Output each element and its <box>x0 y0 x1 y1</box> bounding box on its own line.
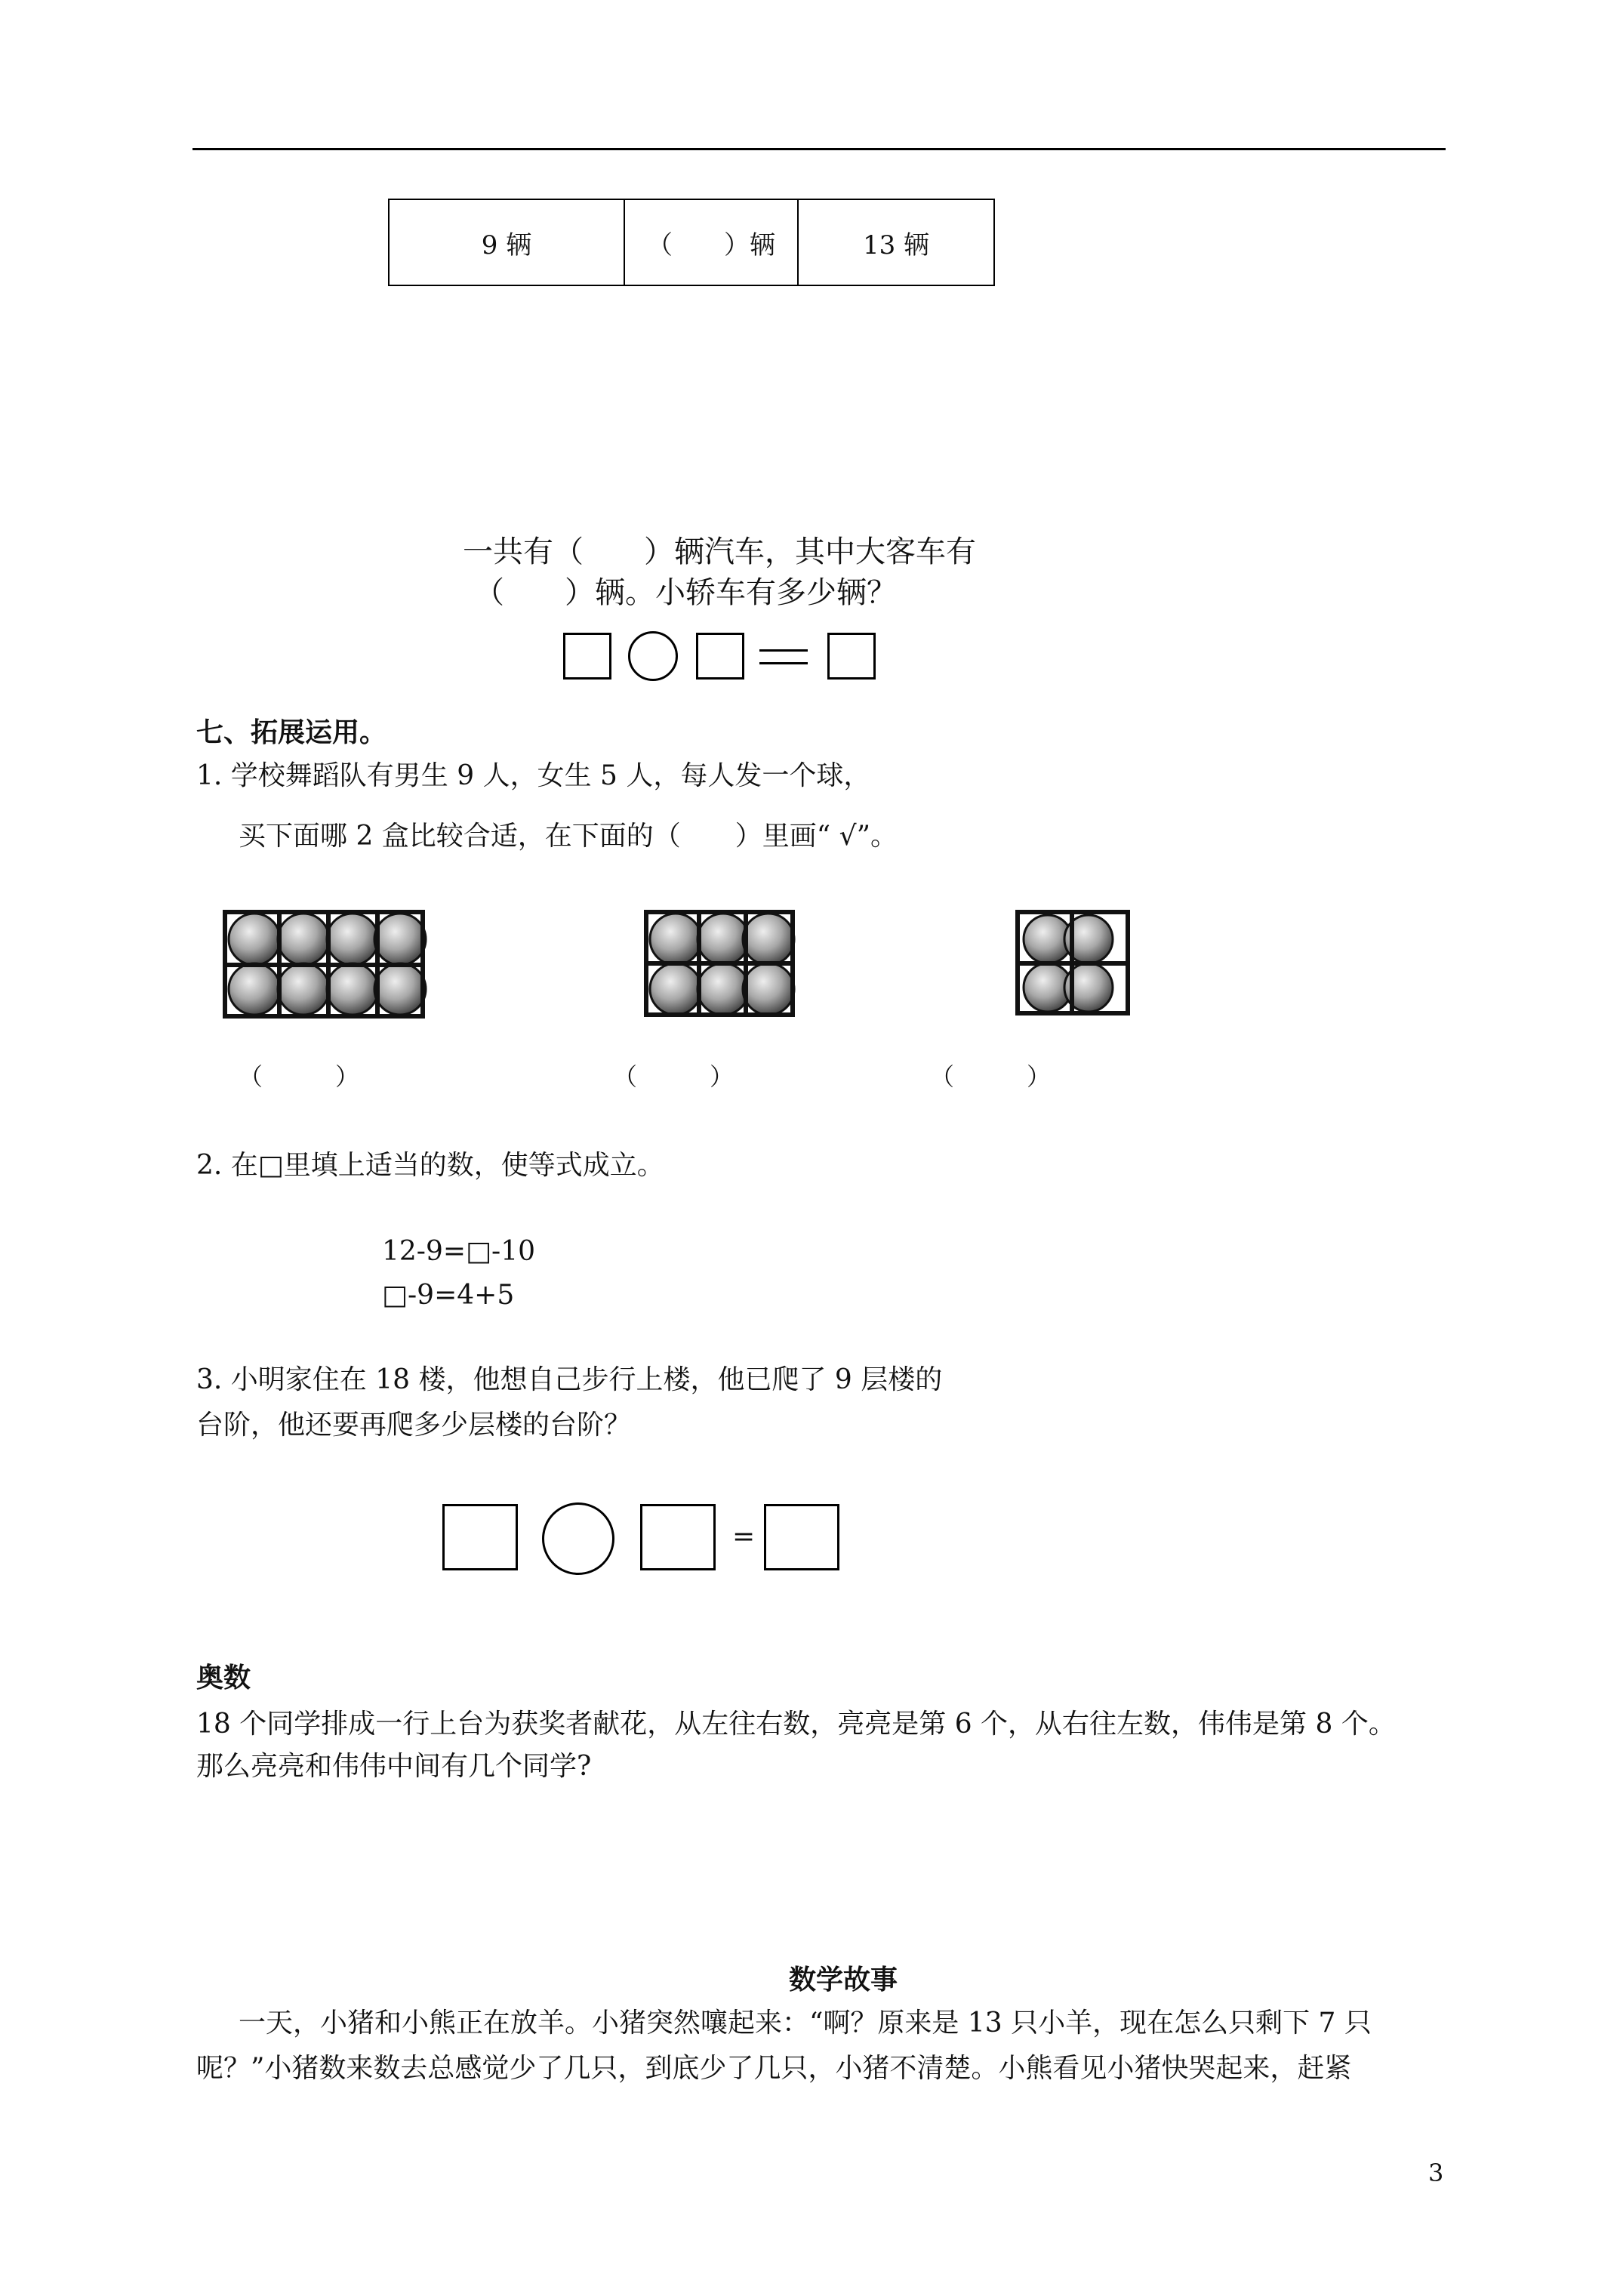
car-cell-3: 13 辆 <box>798 199 994 285</box>
ball <box>327 914 378 965</box>
ball-box-8 <box>211 898 438 1027</box>
car-cell-2[interactable]: （ ）辆 <box>624 199 798 285</box>
q1-line1: 1. 学校舞蹈队有男生 9 人，女生 5 人，每人发一个球， <box>196 760 871 791</box>
q2-text: 2. 在□里填上适当的数，使等式成立。 <box>196 1150 664 1181</box>
q2-equation-2: □-9=4+5 <box>382 1280 515 1311</box>
ball <box>650 963 701 1015</box>
answer-paren-box-8[interactable]: （ ） <box>239 1062 360 1091</box>
car-question-line1: 一共有（ ）辆汽车，其中大客车有 <box>463 535 976 569</box>
section-7-title: 七、拓展运用。 <box>196 717 387 748</box>
car-question-line2: （ ）辆。小轿车有多少辆？ <box>474 575 897 610</box>
operator-circle[interactable] <box>628 631 678 681</box>
olympiad-line2: 那么亮亮和伟伟中间有几个同学? <box>196 1751 592 1782</box>
car-count-table <box>388 199 995 286</box>
ball <box>278 963 329 1015</box>
q1-line2: 买下面哪 2 盒比较合适，在下面的（ ）里画“ √”。 <box>239 821 898 852</box>
ball <box>743 914 794 965</box>
ball <box>327 963 378 1015</box>
ball <box>698 914 749 965</box>
ball <box>374 914 426 965</box>
ball <box>698 963 749 1015</box>
q2-equation-1: 12-9=□-10 <box>382 1236 536 1267</box>
olympiad-title: 奥数 <box>196 1662 251 1693</box>
story-line1: 一天，小猪和小熊正在放羊。小猪突然嚷起来：“啊？原来是 13 只小羊，现在怎么只剩下 7 只 <box>239 2008 1372 2039</box>
ball-box-4 <box>1004 898 1140 1027</box>
ball <box>743 963 794 1015</box>
story-line2: 呢？”小猪数来数去总感觉少了几只，到底少了几只，小猪不清楚。小熊看见小猪快哭起来，赶紧 <box>196 2053 1352 2084</box>
olympiad-line1: 18 个同学排成一行上台为获奖者献花，从左往右数，亮亮是第 6 个，从右往左数，伟伟是第 8 个。 <box>196 1709 1396 1740</box>
equals-sign: = <box>732 1521 756 1552</box>
answer-paren-box-4[interactable]: （ ） <box>930 1062 1052 1091</box>
header-rule <box>192 148 1446 150</box>
car-cell-1: 9 辆 <box>389 199 624 285</box>
story-title: 数学故事 <box>789 1964 898 1996</box>
answer-box[interactable] <box>442 1504 518 1570</box>
q3-line1: 3. 小明家住在 18 楼，他想自己步行上楼，他已爬了 9 层楼的 <box>196 1364 943 1395</box>
equals-sign <box>759 649 808 664</box>
ball <box>229 914 280 965</box>
q3-line2: 台阶，他还要再爬多少层楼的台阶？ <box>196 1410 632 1441</box>
answer-box[interactable] <box>563 633 611 680</box>
answer-box[interactable] <box>764 1504 839 1570</box>
operator-circle[interactable] <box>542 1502 614 1575</box>
answer-box[interactable] <box>696 633 744 680</box>
ball <box>229 963 280 1015</box>
answer-paren-box-6[interactable]: （ ） <box>613 1062 735 1091</box>
ball-box-6 <box>633 898 806 1027</box>
page-number: 3 <box>1428 2159 1444 2187</box>
answer-box[interactable] <box>827 633 876 680</box>
ball <box>278 914 329 965</box>
answer-box[interactable] <box>640 1504 716 1570</box>
ball <box>650 914 701 965</box>
ball <box>374 963 426 1015</box>
